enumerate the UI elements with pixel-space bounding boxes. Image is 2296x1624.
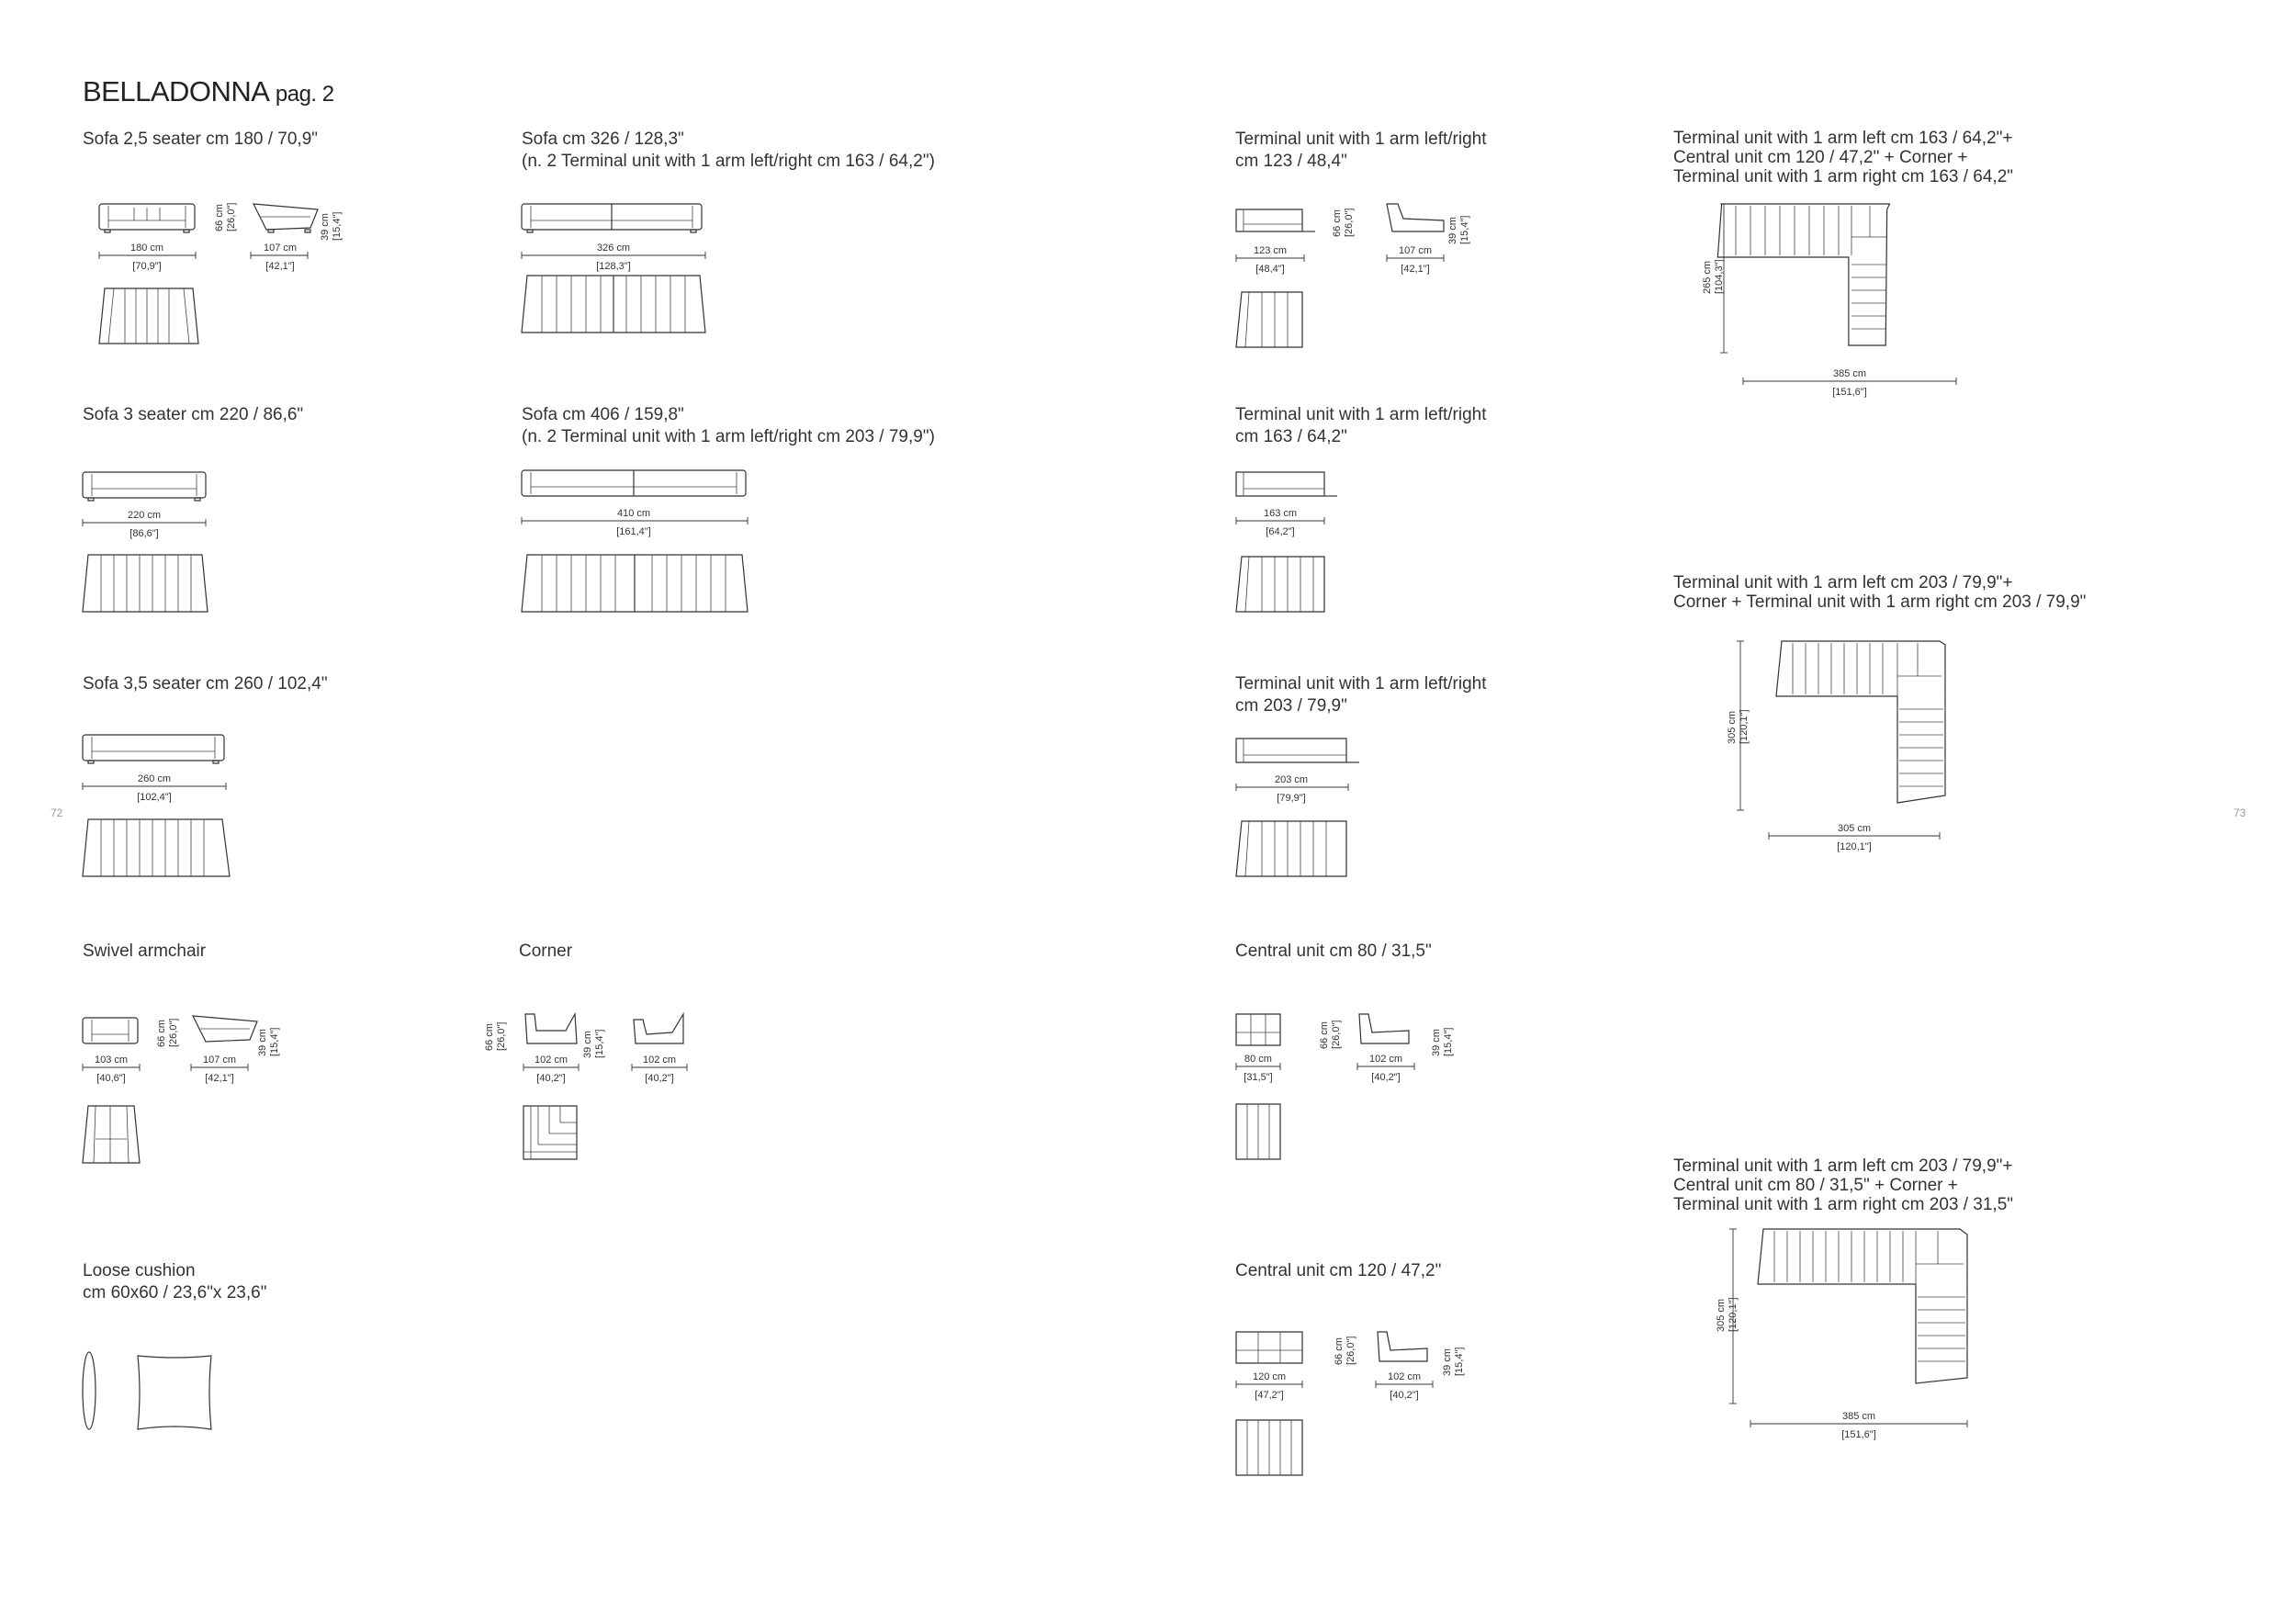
height-label-305-c3: 305 cm [120,1"] [1716, 1297, 1739, 1332]
corner-front-drawing [523, 1010, 579, 1051]
height-label-66-central120: 66 cm [26,0"] [1334, 1336, 1356, 1365]
dim-label-107-swivel: 107 cm [42,1"] [202, 1054, 237, 1084]
terminal-163-front-drawing [1234, 468, 1339, 505]
cushion-top-drawing [134, 1352, 217, 1435]
dim-label-123: 123 cm [48,4"] [1253, 245, 1288, 275]
height-label-66-corner: 66 cm [26,0"] [484, 1021, 507, 1051]
terminal-side-drawing [1383, 200, 1447, 237]
caption-terminal-203: Terminal unit with 1 arm left/right cm 203 / 79,9" [1235, 674, 1487, 716]
terminal-203-front-drawing [1234, 735, 1363, 772]
combination-1-drawing [1714, 200, 1897, 352]
caption-corner: Corner [519, 942, 573, 961]
dim-label-410: 410 cm [161,4"] [616, 508, 651, 537]
combination-3-drawing [1756, 1227, 1976, 1393]
caption-sofa-3-seater: Sofa 3 seater cm 220 / 86,6" [83, 405, 304, 424]
central-120-side-drawing [1374, 1328, 1429, 1367]
sofa-side-drawing [250, 200, 320, 237]
height-label-39-corner: 39 cm [15,4"] [582, 1029, 605, 1058]
height-label-66: 66 cm [26,0"] [214, 202, 237, 231]
terminal-203-top-drawing [1234, 819, 1350, 880]
sofa-3-top-drawing [81, 551, 209, 615]
dim-label-203: 203 cm [79,9"] [1274, 774, 1309, 804]
caption-central-80: Central unit cm 80 / 31,5" [1235, 942, 1432, 961]
caption-swivel-armchair: Swivel armchair [83, 942, 207, 961]
central-80-front-drawing [1234, 1012, 1282, 1049]
page-number-right: 73 [2234, 806, 2246, 819]
central-120-top-drawing [1234, 1418, 1304, 1479]
dim-label-305-c2: 305 cm [120,1"] [1837, 823, 1872, 852]
central-80-top-drawing [1234, 1102, 1282, 1163]
sofa-3-5-top-drawing [81, 816, 231, 880]
dim-label-102-central120: 102 cm [40,2"] [1387, 1371, 1422, 1401]
caption-terminal-163: Terminal unit with 1 arm left/right cm 163 / 64,2" [1235, 405, 1487, 446]
dim-label-102-corner-b: 102 cm [40,2"] [642, 1054, 677, 1084]
sofa-2-5-top-drawing [97, 285, 200, 347]
dim-label-80: 80 cm [31,5"] [1244, 1054, 1273, 1083]
combination-2-drawing [1774, 639, 1958, 814]
caption-sofa-2-5-seater: Sofa 2,5 seater cm 180 / 70,9" [83, 130, 319, 149]
sofa-406-top-drawing [520, 551, 749, 615]
dim-label-102-corner-a: 102 cm [40,2"] [534, 1054, 568, 1084]
corner-top-drawing [522, 1104, 580, 1163]
terminal-123-top-drawing [1234, 290, 1304, 351]
height-label-39: 39 cm [15,4"] [320, 211, 343, 241]
terminal-163-top-drawing [1234, 555, 1326, 615]
page-title: BELLADONNA pag. 2 [83, 75, 334, 107]
caption-central-120: Central unit cm 120 / 47,2" [1235, 1261, 1442, 1280]
height-label-66-t123: 66 cm [26,0"] [1332, 208, 1355, 237]
height-label-39-central120: 39 cm [15,4"] [1442, 1347, 1465, 1376]
dim-label-260: 260 cm [102,4"] [137, 773, 172, 803]
caption-sofa-326: Sofa cm 326 / 128,3" (n. 2 Terminal unit with 1 arm left/right cm 163 / 64,2") [522, 130, 935, 171]
central-120-front-drawing [1234, 1330, 1304, 1367]
caption-combination-3: Terminal unit with 1 arm left cm 203 / 79,9"+ Central unit cm 80 / 31,5" + Corner + Terminal unit with 1 arm right cm 203 / 31,5" [1673, 1156, 2014, 1214]
dim-label-326: 326 cm [128,3"] [596, 242, 631, 272]
dim-label-103: 103 cm [40,6"] [94, 1054, 129, 1084]
dim-label-107-t123: 107 cm [42,1"] [1398, 245, 1433, 275]
height-label-265: 265 cm [104,3"] [1702, 259, 1725, 294]
sofa-406-front-drawing [520, 467, 749, 503]
dim-label-180: 180 cm [70,9"] [129, 242, 164, 272]
terminal-123-front-drawing [1234, 204, 1317, 241]
cushion-side-drawing [81, 1350, 99, 1433]
height-label-39-t123: 39 cm [15,4"] [1447, 215, 1470, 244]
sofa-3-front-drawing [81, 468, 209, 505]
dim-label-220: 220 cm [86,6"] [127, 510, 162, 539]
central-80-side-drawing [1356, 1010, 1411, 1049]
swivel-armchair-side-drawing [189, 1012, 259, 1049]
sofa-326-front-drawing [520, 200, 705, 237]
height-label-66-swivel: 66 cm [26,0"] [156, 1018, 179, 1047]
height-label-39-swivel: 39 cm [15,4"] [257, 1027, 280, 1056]
dim-label-163: 163 cm [64,2"] [1263, 508, 1298, 537]
height-label-39-central80: 39 cm [15,4"] [1431, 1027, 1454, 1056]
caption-terminal-123: Terminal unit with 1 arm left/right cm 123 / 48,4" [1235, 130, 1487, 171]
caption-combination-2: Terminal unit with 1 arm left cm 203 / 79,9"+ Corner + Terminal unit with 1 arm right cm 203 / 79,9" [1673, 573, 2087, 612]
caption-sofa-406: Sofa cm 406 / 159,8" (n. 2 Terminal unit with 1 arm left/right cm 203 / 79,9") [522, 405, 935, 446]
height-label-305-c2: 305 cm [120,1"] [1727, 709, 1750, 744]
dim-label-107: 107 cm [42,1"] [263, 242, 298, 272]
sofa-3-5-front-drawing [81, 731, 228, 768]
caption-combination-1: Terminal unit with 1 arm left cm 163 / 64,2"+ Central unit cm 120 / 47,2" + Corner + Terminal unit with 1 arm right cm 163 / 64,2" [1673, 129, 2014, 186]
dim-label-385-c3: 385 cm [151,6"] [1841, 1411, 1876, 1440]
corner-side-drawing [630, 1012, 687, 1049]
page-number-left: 72 [51, 806, 63, 819]
sofa-2-5-front-drawing [97, 200, 198, 237]
swivel-armchair-top-drawing [81, 1102, 141, 1167]
dim-label-102-central80: 102 cm [40,2"] [1368, 1054, 1403, 1083]
swivel-armchair-front-drawing [81, 1014, 141, 1051]
dim-label-120: 120 cm [47,2"] [1252, 1371, 1287, 1401]
caption-loose-cushion: Loose cushion cm 60x60 / 23,6"x 23,6" [83, 1261, 267, 1303]
height-label-66-central80: 66 cm [26,0"] [1319, 1020, 1342, 1049]
page-subtitle: pag. 2 [275, 82, 334, 107]
dim-label-385: 385 cm [151,6"] [1832, 368, 1867, 398]
caption-sofa-3-5-seater: Sofa 3,5 seater cm 260 / 102,4" [83, 674, 328, 694]
sofa-326-top-drawing [520, 272, 707, 336]
